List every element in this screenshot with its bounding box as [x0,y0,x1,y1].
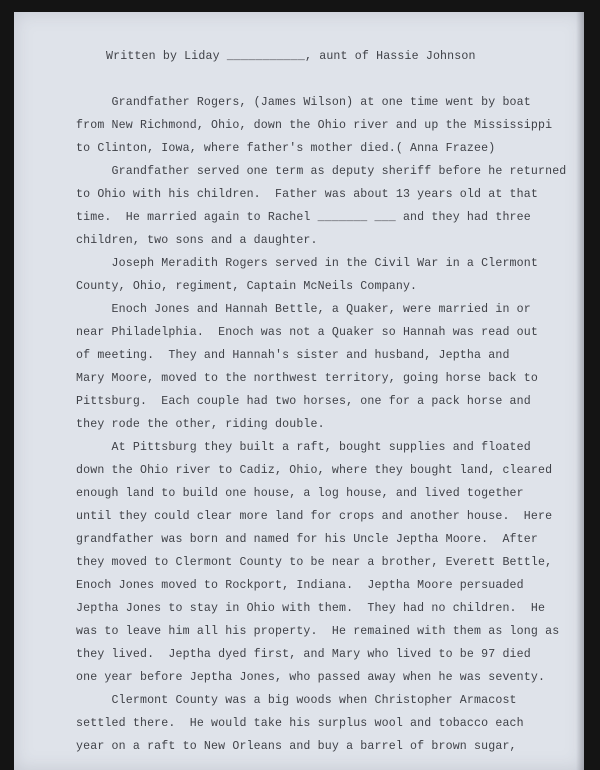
text-line: enough land to build one house, a log house, and lived together [76,487,524,500]
typed-page [14,12,584,770]
text-line: Clermont County was a big woods when Christopher Armacost [76,694,517,707]
text-line: Grandfather served one term as deputy sheriff before he returned [76,165,567,178]
text-line: they lived. Jeptha dyed first, and Mary who lived to be 97 died [76,648,531,661]
text-line: Enoch Jones moved to Rockport, Indiana. Jeptha Moore persuaded [76,579,524,592]
text-line: Joseph Meradith Rogers served in the Civil War in a Clermont [76,257,538,270]
text-line: settled there. He would take his surplus wool and tobacco each [76,717,524,730]
text-line: grandfather was born and named for his Uncle Jeptha Moore. After [76,533,538,546]
text-line: Enoch Jones and Hannah Bettle, a Quaker, were married in or [76,303,531,316]
text-line: near Philadelphia. Enoch was not a Quaker so Hannah was read out [76,326,538,339]
text-line: Jeptha Jones to stay in Ohio with them. They had no children. He [76,602,546,615]
text-line: one year before Jeptha Jones, who passed away when he was seventy. [76,671,546,684]
text-line: to Clinton, Iowa, where father's mother died.( Anna Frazee) [76,142,496,155]
text-line: Pittsburg. Each couple had two horses, one for a pack horse and [76,395,531,408]
header-line: Written by Liday ___________, aunt of Hassie Johnson [106,50,476,63]
text-line: from New Richmond, Ohio, down the Ohio river and up the Mississippi [76,119,553,132]
text-line: to Ohio with his children. Father was about 13 years old at that [76,188,538,201]
text-line: time. He married again to Rachel _______ ___ and they had three [76,211,531,224]
text-line: until they could clear more land for crops and another house. Here [76,510,553,523]
text-line: year on a raft to New Orleans and buy a barrel of brown sugar, [76,740,517,753]
text-line: At Pittsburg they built a raft, bought supplies and floated [76,441,531,454]
text-line: they rode the other, riding double. [76,418,325,431]
text-line: was to leave him all his property. He remained with them as long as [76,625,560,638]
page-edge-shadow [576,12,584,770]
text-line: County, Ohio, regiment, Captain McNeils Company. [76,280,418,293]
text-line: Mary Moore, moved to the northwest territory, going horse back to [76,372,538,385]
text-line: they moved to Clermont County to be near a brother, Everett Bettle, [76,556,553,569]
text-line: of meeting. They and Hannah's sister and husband, Jeptha and [76,349,510,362]
text-line: down the Ohio river to Cadiz, Ohio, where they bought land, cleared [76,464,553,477]
text-line: children, two sons and a daughter. [76,234,318,247]
text-line: Grandfather Rogers, (James Wilson) at one time went by boat [76,96,531,109]
